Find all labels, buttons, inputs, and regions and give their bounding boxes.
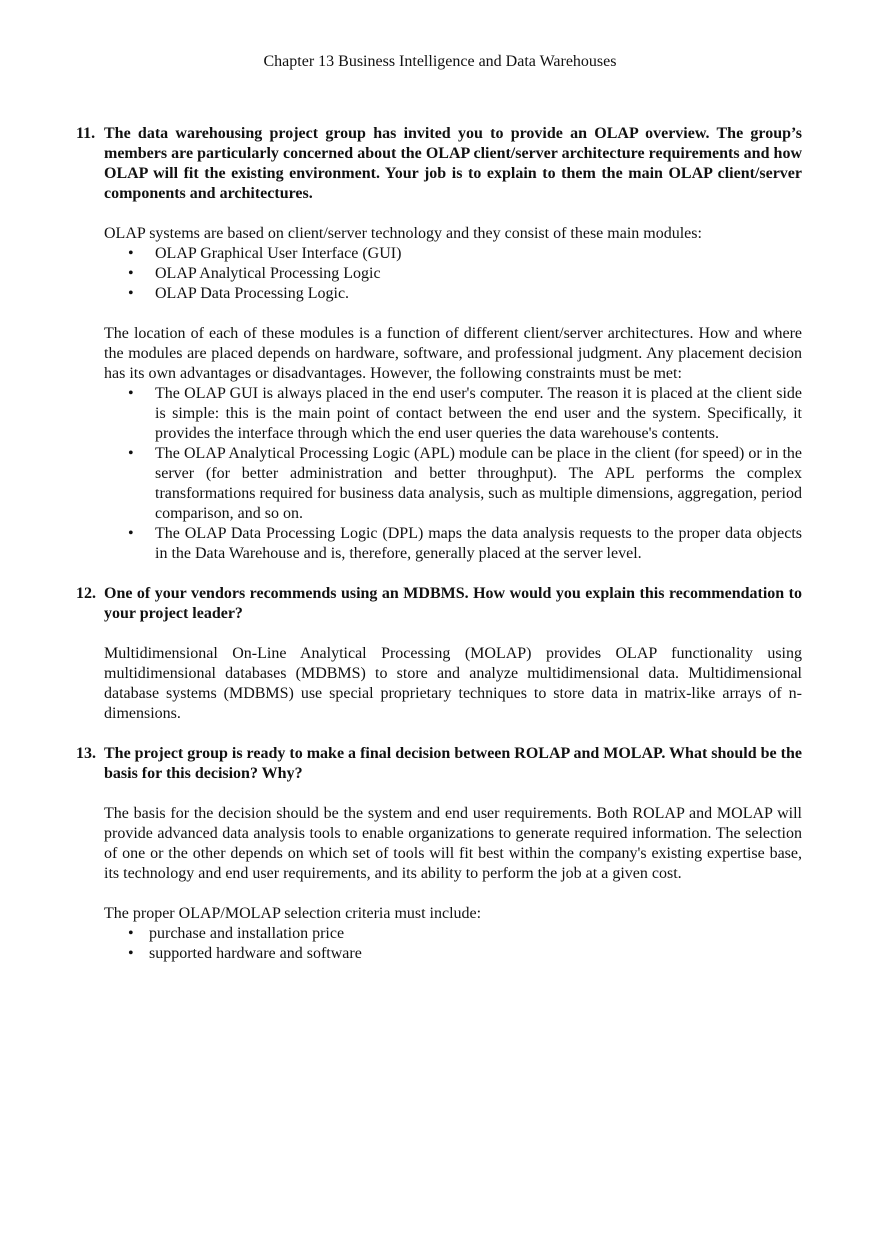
question-11 bbox=[76, 124, 802, 204]
question-number: 11. bbox=[76, 125, 96, 142]
question-text: One of your vendors recommends using an MDBMS. How would you explain this recommendation to your project leader? bbox=[104, 585, 802, 622]
question-text: The project group is ready to make a final decision between ROLAP and MOLAP. What should be the basis for this decision? Why? bbox=[104, 745, 802, 782]
list-item: • OLAP Graphical User Interface (GUI) bbox=[128, 245, 402, 262]
question-text: The data warehousing project group has invited you to provide an OLAP overview. The group’s members are particularly concerned about the OLAP client/server architecture requirements and how OLAP will fit the existing environment. Your job is to explain to them the main OLAP client/server components and architectures. bbox=[104, 125, 802, 202]
question-number: 13. bbox=[76, 745, 96, 762]
olap-modules-list bbox=[104, 244, 802, 304]
question-12 bbox=[76, 584, 802, 624]
bullet-icon: • bbox=[128, 925, 134, 942]
list-item: • The OLAP Data Processing Logic (DPL) maps the data analysis requests to the proper data objects in the Data Warehouse and is, therefore, generally placed at the server level. bbox=[128, 525, 802, 562]
molap-answer-paragraph: Multidimensional On-Line Analytical Processing (MOLAP) provides OLAP functionality using multidimensional databases (MDBMS) to store and analyze multidimensional data. Multidimensional database systems (MDBMS) use special proprietary techniques to store data in matrix-like arrays of n-dimensions. bbox=[104, 645, 802, 722]
list-item: • The OLAP GUI is always placed in the end user's computer. The reason it is placed at the client side is simple: this is the main point of contact between the end user and the system. Specifically, it provides the interface through which the end user queries the data warehouse's contents. bbox=[128, 385, 802, 442]
constraints-list bbox=[104, 384, 802, 564]
location-paragraph: The location of each of these modules is a function of different client/server architectures. How and where the modules are placed depends on hardware, software, and professional judgment. Any placement decision has its own advantages or disadvantages. However, the following constraints must be met: bbox=[104, 325, 802, 382]
list-item: • OLAP Data Processing Logic. bbox=[128, 285, 350, 302]
criteria-list bbox=[104, 924, 802, 964]
criteria-intro: The proper OLAP/MOLAP selection criteria must include: bbox=[104, 905, 482, 922]
question-13 bbox=[76, 744, 802, 784]
bullet-icon: • bbox=[128, 945, 134, 962]
list-item: • supported hardware and software bbox=[128, 945, 362, 962]
bullet-icon: • bbox=[128, 525, 134, 542]
list-item: • purchase and installation price bbox=[128, 925, 345, 942]
decision-basis-paragraph: The basis for the decision should be the system and end user requirements. Both ROLAP and MOLAP will provide advanced data analysis tools to enable organizations to generate required information. The selection of one or the other depends on which set of tools will fit best within the company's existing expertise base, its technology and end user requirements, and its ability to perform the job at a given cost. bbox=[104, 805, 802, 882]
bullet-icon: • bbox=[128, 445, 134, 462]
question-number: 12. bbox=[76, 585, 96, 602]
bullet-icon: • bbox=[128, 265, 134, 282]
page-header: Chapter 13 Business Intelligence and Data Warehouses bbox=[263, 53, 617, 70]
bullet-icon: • bbox=[128, 385, 134, 402]
bullet-icon: • bbox=[128, 245, 134, 262]
list-item: • The OLAP Analytical Processing Logic (APL) module can be place in the client (for speed) or in the server (for better administration and better throughput). The APL performs the complex transformations required for business data analysis, such as multiple dimensions, aggregation, period comparison, and so on. bbox=[128, 445, 802, 522]
bullet-icon: • bbox=[128, 285, 134, 302]
list-item: • OLAP Analytical Processing Logic bbox=[128, 265, 381, 282]
olap-intro-paragraph: OLAP systems are based on client/server technology and they consist of these main modules: bbox=[104, 225, 702, 242]
document-body bbox=[76, 124, 802, 964]
